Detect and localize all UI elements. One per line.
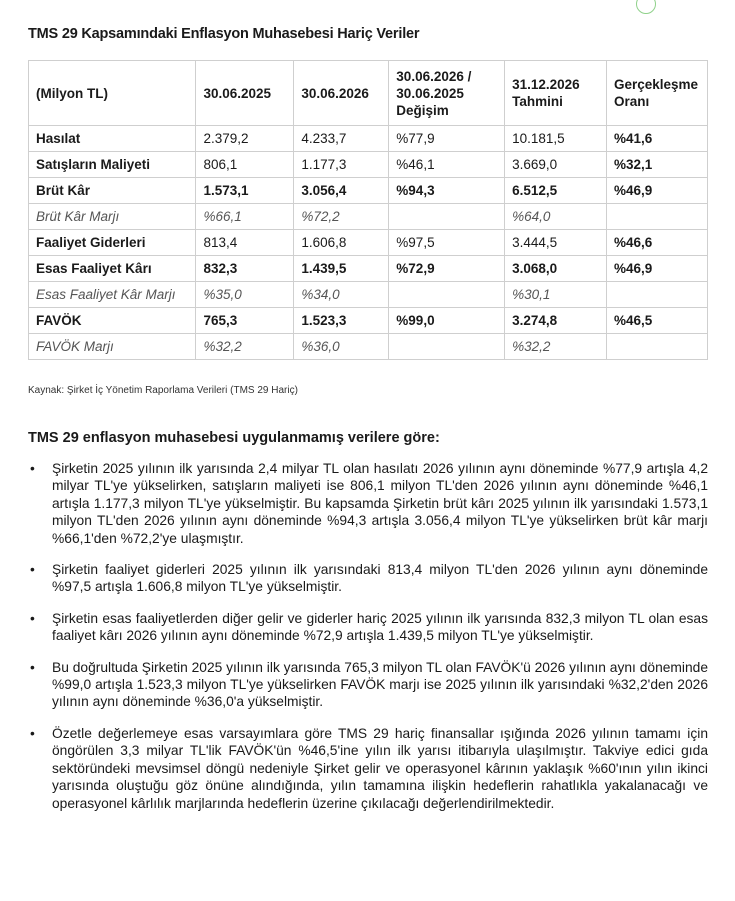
list-item: [28, 561, 708, 596]
cell-2026: 1.177,3: [294, 152, 389, 178]
cell-change: %97,5: [389, 230, 505, 256]
cell-forecast: 3.274,8: [505, 308, 607, 334]
bullet-list: [28, 460, 708, 826]
table-row: [29, 230, 708, 256]
cell-forecast: %30,1: [505, 282, 607, 308]
cell-forecast: %32,2: [505, 334, 607, 360]
cell-2026: %36,0: [294, 334, 389, 360]
financial-table: [28, 60, 708, 360]
cell-rate: %46,5: [606, 308, 707, 334]
table-row: [29, 282, 708, 308]
cell-forecast: 3.669,0: [505, 152, 607, 178]
cell-rate: %32,1: [606, 152, 707, 178]
cell-change: %94,3: [389, 178, 505, 204]
table-row: [29, 178, 708, 204]
cell-2025: 832,3: [196, 256, 294, 282]
cell-change: %77,9: [389, 126, 505, 152]
cell-forecast: %64,0: [505, 204, 607, 230]
section-subtitle: TMS 29 enflasyon muhasebesi uygulanmamış verilere göre:: [28, 430, 440, 446]
cell-change: [389, 282, 505, 308]
bullet-icon: •: [30, 610, 35, 626]
bullet-text: Bu doğrultuda Şirketin 2025 yılının ilk yarısında 765,3 milyon TL olan FAVÖK'ü 2026 yılının aynı döneminde %99,0 artışla 1.523,3 milyon TL'ye yükselirken FAVÖK marjı ise 2025 yılının ilk yarısındaki %32,2'den 2026 yılının aynı döneminde %36,0'a yükselmiştir.: [52, 659, 708, 710]
table-title: TMS 29 Kapsamındaki Enflasyon Muhasebesi Hariç Veriler: [28, 26, 420, 42]
row-label: Faaliyet Giderleri: [29, 230, 196, 256]
cell-2025: 813,4: [196, 230, 294, 256]
cell-change: [389, 204, 505, 230]
cell-rate: [606, 204, 707, 230]
table-row: [29, 126, 708, 152]
row-label: Brüt Kâr Marjı: [29, 204, 196, 230]
cell-forecast: 3.444,5: [505, 230, 607, 256]
cell-change: %72,9: [389, 256, 505, 282]
bullet-icon: •: [30, 562, 35, 578]
bullet-text: Şirketin faaliyet giderleri 2025 yılının ilk yarısındaki 813,4 milyon TL'den 2026 yılının aynı döneminde %97,5 artışla 1.606,8 milyon TL'ye yükselmiştir.: [52, 562, 708, 595]
cell-2026: 3.056,4: [294, 178, 389, 204]
decorative-circle-icon: [636, 0, 656, 14]
cell-2025: 806,1: [196, 152, 294, 178]
cell-rate: %46,9: [606, 178, 707, 204]
cell-2025: 2.379,2: [196, 126, 294, 152]
cell-change: %99,0: [389, 308, 505, 334]
header-rate: Gerçekleşme Oranı: [606, 61, 707, 126]
list-item: [28, 460, 708, 547]
cell-rate: %46,6: [606, 230, 707, 256]
row-label: Brüt Kâr: [29, 178, 196, 204]
cell-2026: 1.606,8: [294, 230, 389, 256]
row-label: FAVÖK Marjı: [29, 334, 196, 360]
header-2026: 30.06.2026: [294, 61, 389, 126]
list-item: [28, 610, 708, 645]
cell-2025: %35,0: [196, 282, 294, 308]
row-label: Satışların Maliyeti: [29, 152, 196, 178]
list-item: [28, 659, 708, 711]
bullet-text: Şirketin 2025 yılının ilk yarısında 2,4 milyar TL olan hasılatı 2026 yılının aynı döneminde %77,9 artışla 4,2 milyar TL'ye yükselirken, satışların maliyeti ise 806,1 milyon TL'den 2026 yılının aynı döneminde %46,1 artışla 1.177,3 milyon TL'ye yükselmiştir. Bu kapsamda Şirketin brüt kârı 2025 yılının ilk yarısındaki 1.573,1 milyon TL'den 2026 yılının aynı döneminde %94,3 artışla 3.056,4 milyon TL'ye yükselirken brüt kâr marjı %66,1'den %72,2'ye ulaşmıştır.: [52, 461, 708, 546]
cell-2026: %34,0: [294, 282, 389, 308]
bullet-text: Özetle değerlemeye esas varsayımlara göre TMS 29 hariç finansallar ışığında 2026 yılının tamamı için öngörülen 3,3 milyar TL'lik FAVÖK'ün %46,5'ine yılın ilk yarısı itibarıyla ulaşılmıştır. Takviye edici gıda sektöründeki mevsimsel döngü nedeniyle Şirket gelir ve operasyonel kârının yaklaşık %60'ının yılın ikinci yarısında oluştuğu göz önüne alındığında, yılın tamamına ilişkin hedeflerin rahatlıkla yakalanacağı ve operasyonel kârlılık marjlarında hedeflerin üzerine çıkılacağı değerlendirilmektedir.: [52, 725, 708, 811]
cell-2026: %72,2: [294, 204, 389, 230]
cell-2026: 1.523,3: [294, 308, 389, 334]
table-header-row: [29, 61, 708, 126]
table-row: [29, 308, 708, 334]
row-label: FAVÖK: [29, 308, 196, 334]
cell-2025: %32,2: [196, 334, 294, 360]
cell-rate: %46,9: [606, 256, 707, 282]
row-label: Esas Faaliyet Kâr Marjı: [29, 282, 196, 308]
table-row: [29, 256, 708, 282]
source-note: Kaynak: Şirket İç Yönetim Raporlama Verileri (TMS 29 Hariç): [28, 385, 298, 396]
cell-change: [389, 334, 505, 360]
header-2025: 30.06.2025: [196, 61, 294, 126]
cell-rate: [606, 282, 707, 308]
bullet-icon: •: [30, 725, 35, 741]
table-row: [29, 204, 708, 230]
cell-2025: 765,3: [196, 308, 294, 334]
table-row: [29, 152, 708, 178]
bullet-icon: •: [30, 659, 35, 675]
table-row: [29, 334, 708, 360]
cell-forecast: 3.068,0: [505, 256, 607, 282]
cell-change: %46,1: [389, 152, 505, 178]
cell-forecast: 6.512,5: [505, 178, 607, 204]
row-label: Hasılat: [29, 126, 196, 152]
cell-forecast: 10.181,5: [505, 126, 607, 152]
cell-rate: [606, 334, 707, 360]
bullet-text: Şirketin esas faaliyetlerden diğer gelir ve giderler hariç 2025 yılının ilk yarısında 832,3 milyon TL olan esas faaliyet kârı 2026 yılının aynı döneminde %72,9 artışla 1.439,5 milyon TL'ye yükselmiştir.: [52, 610, 708, 644]
cell-2025: %66,1: [196, 204, 294, 230]
list-item: [28, 725, 708, 812]
cell-2026: 4.233,7: [294, 126, 389, 152]
bullet-icon: •: [30, 461, 35, 476]
row-label: Esas Faaliyet Kârı: [29, 256, 196, 282]
cell-2026: 1.439,5: [294, 256, 389, 282]
header-forecast: 31.12.2026 Tahmini: [505, 61, 607, 126]
header-change: 30.06.2026 / 30.06.2025 Değişim: [389, 61, 505, 126]
cell-rate: %41,6: [606, 126, 707, 152]
header-unit: (Milyon TL): [29, 61, 196, 126]
cell-2025: 1.573,1: [196, 178, 294, 204]
